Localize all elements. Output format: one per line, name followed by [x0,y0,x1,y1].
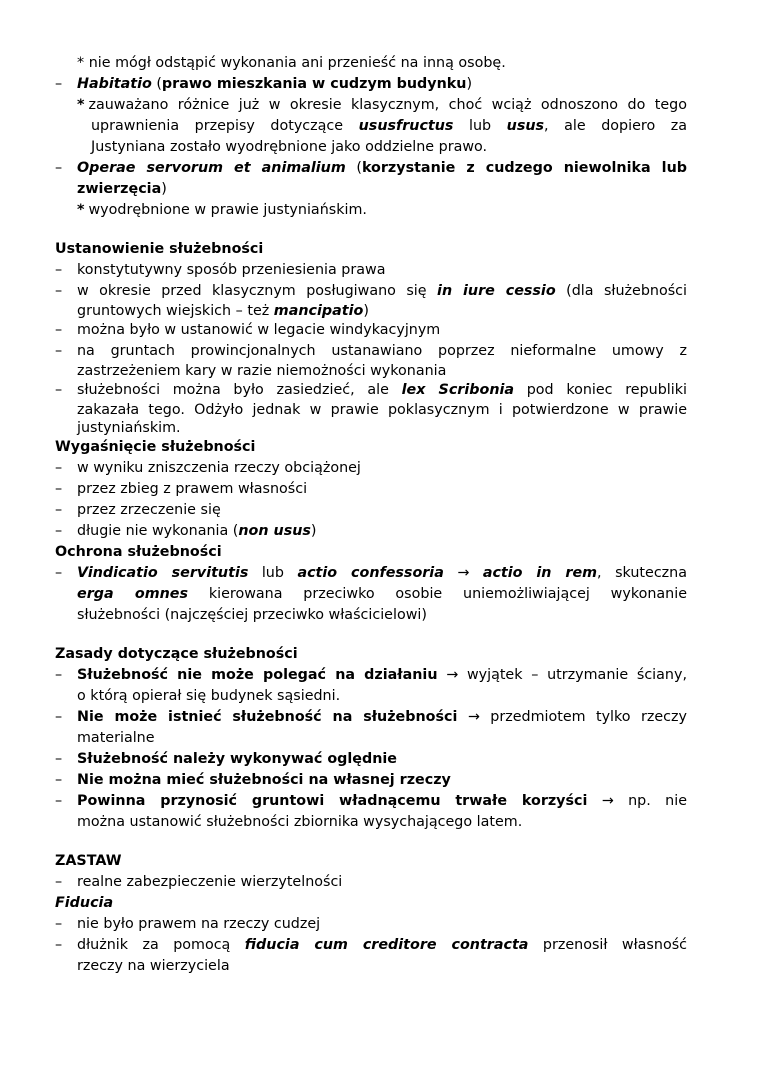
list-item: – Służebność należy wykonywać oględnie [55,751,397,767]
text-line: gruntowych wiejskich – też mancipatio) [77,303,369,319]
list-item: – Operae servorum et animalium (korzystanie z cudzego niewolnika lub [55,158,687,179]
list-item: – Służebność nie może polegać na działaniu → wyjątek – utrzymanie ściany, [55,667,687,683]
list-item: – przez zrzeczenie się [55,502,221,518]
text-line: służebności (najczęściej przeciwko właścicielowi) [77,607,427,623]
text-line [55,53,687,74]
list-item: – nie było prawem na rzeczy cudzej [55,916,321,932]
list-item: – długie nie wykonania (non usus) [55,523,317,539]
list-item: – Habitatio (prawo mieszkania w cudzym budynku) [55,74,687,95]
text-line: Justyniana zostało wyodrębnione jako oddzielne prawo. [91,139,488,155]
list-item: – Powinna przynosić gruntowi władnącemu trwałe korzyści → np. nie [55,793,687,809]
list-item: – w wyniku zniszczenia rzeczy obciążonej [55,460,361,476]
list-item: – można było w ustanowić w legacie windykacyjnym [55,322,441,338]
text-line: * zauważano różnice już w okresie klasycznym, choć wciąż odnoszono do tego [77,97,687,113]
text-line: justyniańskim. [77,420,181,436]
term: Habitatio [77,76,152,92]
dash-bullet: – [55,160,63,176]
subsection-heading: Fiducia [55,895,114,911]
text-line: zwierzęcia) [77,181,167,197]
list-item: – służebności można było zasiedzieć, ale lex Scribonia pod koniec republiki [55,382,687,398]
text-line: zastrzeżeniem kary w razie niemożności wykonania [77,363,447,379]
text-line: można ustanowić służebności zbiornika wysychającego latem. [77,814,523,830]
dash-bullet: – [55,76,63,92]
section-heading: Wygaśnięcie służebności [55,439,256,455]
section-heading: ZASTAW [55,853,122,869]
list-item: – na gruntach prowincjonalnych ustanawiano poprzez nieformalne umowy z [55,343,687,359]
list-item: – Vindicatio servitutis lub actio confessoria → actio in rem, skuteczna [55,565,688,581]
list-item: – w okresie przed klasycznym posługiwano się in iure cessio (dla służebności [55,283,687,299]
list-item: – Nie można mieć służebności na własnej rzeczy [55,772,451,788]
term-translation: prawo mieszkania w cudzym budynku [161,76,467,92]
section-heading: Ochrona służebności [55,544,222,560]
text-line: uprawnienia przepisy dotyczące ususfructus lub usus, ale dopiero za [91,118,688,134]
section-heading: Zasady dotyczące służebności [55,646,298,662]
text-line: rzeczy na wierzyciela [77,958,230,974]
document-page [55,53,687,977]
star-bullet: * [77,97,85,113]
text-line: zakazała tego. Odżyło jednak w prawie poklasycznym i potwierdzone w prawie [77,402,687,418]
list-item: – dłużnik za pomocą fiducia cum creditore contracta przenosił własność [55,937,688,953]
text-line: o którą opierał się budynek sąsiedni. [77,688,341,704]
text-line: * wyodrębnione w prawie justyniańskim. [77,202,367,218]
star-bullet: * [77,202,85,218]
list-item: – realne zabezpieczenie wierzytelności [55,874,343,890]
list-item: – Nie może istnieć służebność na służebności → przedmiotem tylko rzeczy [55,709,687,725]
text: * nie mógł odstąpić wykonania ani przenieść na inną osobę. [77,55,506,71]
list-item: – przez zbieg z prawem własności [55,481,308,497]
section-heading: Ustanowienie służebności [55,241,264,257]
list-item: – konstytutywny sposób przeniesienia prawa [55,262,386,278]
text-line: materialne [77,730,155,746]
text-line: erga omnes kierowana przeciwko osobie uniemożliwiającej wykonanie [77,586,687,602]
